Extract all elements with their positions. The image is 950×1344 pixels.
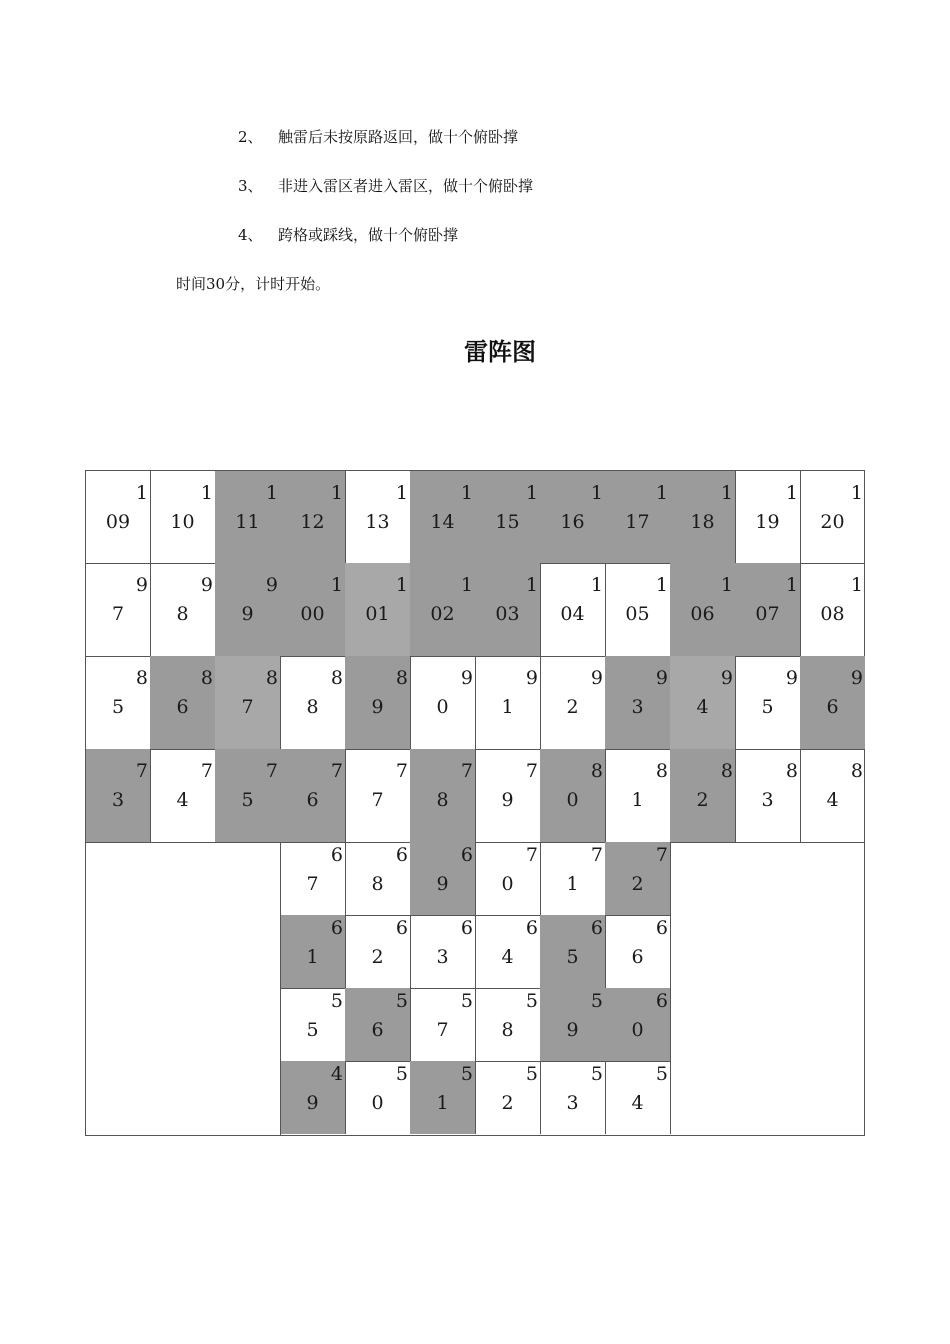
grid-cell[interactable] (280, 749, 346, 843)
cell-number-bottom: 20 (820, 511, 845, 533)
grid-cell[interactable] (605, 749, 671, 843)
cell-number-bottom: 8 (176, 603, 189, 625)
grid-cell[interactable] (670, 563, 736, 657)
cell-number-bottom: 04 (560, 603, 585, 625)
rule-number: 2、 (238, 128, 263, 146)
grid-cell[interactable] (540, 471, 606, 564)
cell-number-bottom: 2 (566, 696, 579, 718)
cell-number-top: 9 (525, 667, 538, 689)
cell-number-bottom: 00 (300, 603, 325, 625)
cell-number-top: 5 (525, 1063, 538, 1085)
cell-number-top: 6 (590, 917, 603, 939)
rule-text: 跨格或踩线，做十个俯卧撑 (278, 226, 459, 244)
grid-cell[interactable] (345, 563, 411, 657)
grid-cell[interactable] (540, 1061, 606, 1134)
grid-cell[interactable] (605, 656, 671, 750)
cell-number-bottom: 4 (176, 789, 189, 811)
cell-number-bottom: 3 (111, 789, 125, 811)
map-title: 雷阵图 (464, 338, 536, 366)
cell-number-bottom: 9 (501, 789, 514, 811)
cell-number-top: 1 (590, 574, 603, 596)
grid-cell[interactable] (215, 656, 281, 750)
grid-cell[interactable] (540, 842, 606, 916)
cell-number-top: 4 (330, 1063, 343, 1085)
rule-number: 3、 (238, 177, 263, 195)
cell-number-top: 1 (200, 482, 213, 504)
cell-number-bottom: 5 (566, 946, 579, 968)
cell-number-bottom: 7 (241, 696, 254, 718)
grid-cell[interactable] (540, 563, 606, 657)
grid-cell[interactable] (280, 656, 346, 750)
grid-cell[interactable] (410, 656, 476, 750)
cell-number-top: 6 (460, 917, 473, 939)
cell-number-top: 9 (785, 667, 798, 689)
cell-number-top: 9 (720, 667, 733, 689)
cell-number-top: 6 (655, 990, 668, 1012)
cell-number-bottom: 3 (566, 1092, 579, 1114)
cell-number-bottom: 1 (306, 946, 319, 968)
cell-number-bottom: 0 (436, 696, 449, 718)
grid-cell[interactable] (410, 988, 476, 1062)
grid-cell[interactable] (150, 471, 216, 564)
cell-number-top: 1 (460, 482, 473, 504)
grid-cell[interactable] (475, 471, 541, 564)
cell-number-top: 1 (395, 574, 408, 596)
cell-number-top: 8 (850, 760, 863, 782)
cell-number-bottom: 1 (566, 873, 579, 895)
cell-number-top: 1 (330, 482, 343, 504)
cell-number-bottom: 13 (365, 511, 390, 533)
cell-number-bottom: 7 (371, 789, 384, 811)
rule-text: 非进入雷区者进入雷区，做十个俯卧撑 (278, 177, 534, 195)
cell-number-top: 6 (395, 844, 408, 866)
cell-number-top: 5 (460, 1063, 473, 1085)
cell-number-top: 7 (525, 760, 538, 782)
grid-cell[interactable] (735, 749, 801, 843)
cell-number-top: 7 (460, 760, 473, 782)
cell-number-bottom: 5 (111, 696, 125, 718)
grid-cell[interactable] (800, 749, 865, 843)
cell-number-top: 1 (850, 482, 863, 504)
rule-text: 触雷后未按原路返回，做十个俯卧撑 (278, 128, 519, 146)
grid-cell[interactable] (280, 988, 346, 1062)
cell-number-top: 5 (330, 990, 343, 1012)
cell-number-top: 6 (525, 917, 538, 939)
grid-cell[interactable] (605, 915, 671, 989)
grid-cell[interactable] (215, 563, 281, 657)
grid-divider-left (280, 842, 281, 1135)
cell-number-top: 1 (850, 574, 863, 596)
grid-cell[interactable] (540, 656, 606, 750)
cell-number-bottom: 07 (755, 603, 780, 625)
cell-number-bottom: 6 (176, 696, 189, 718)
grid-cell[interactable] (475, 656, 541, 750)
grid-cell[interactable] (605, 563, 671, 657)
cell-number-top: 5 (590, 1063, 603, 1085)
cell-number-top: 1 (395, 482, 408, 504)
cell-number-bottom: 2 (501, 1092, 514, 1114)
cell-number-bottom: 5 (761, 696, 774, 718)
cell-number-top: 1 (525, 482, 538, 504)
cell-number-bottom: 0 (371, 1092, 384, 1114)
cell-number-top: 5 (395, 1063, 408, 1085)
cell-number-top: 7 (135, 760, 148, 782)
cell-number-bottom: 15 (495, 511, 520, 533)
grid-cell[interactable] (215, 749, 281, 843)
cell-number-top: 9 (265, 574, 278, 596)
cell-number-top: 6 (330, 844, 343, 866)
cell-number-bottom: 06 (690, 603, 715, 625)
cell-number-bottom: 7 (306, 873, 319, 895)
cell-number-bottom: 1 (501, 696, 514, 718)
cell-number-top: 1 (460, 574, 473, 596)
cell-number-bottom: 0 (631, 1019, 644, 1041)
cell-number-top: 1 (785, 574, 798, 596)
cell-number-top: 8 (265, 667, 278, 689)
cell-number-bottom: 4 (696, 696, 709, 718)
grid-cell[interactable] (410, 471, 476, 564)
grid-cell[interactable] (280, 842, 346, 916)
cell-number-bottom: 6 (371, 1019, 384, 1041)
cell-number-top: 6 (460, 844, 473, 866)
cell-number-bottom: 3 (631, 696, 644, 718)
cell-number-top: 7 (330, 760, 343, 782)
cell-number-top: 5 (395, 990, 408, 1012)
cell-number-bottom: 11 (235, 511, 260, 533)
grid-cell[interactable] (540, 915, 606, 989)
cell-number-top: 1 (525, 574, 538, 596)
grid-cell[interactable] (345, 656, 411, 750)
grid-cell[interactable] (150, 749, 216, 843)
grid-cell[interactable] (670, 656, 736, 750)
grid-cell[interactable] (735, 656, 801, 750)
grid-cell[interactable] (410, 915, 476, 989)
cell-number-bottom: 17 (625, 511, 650, 533)
rule-line (238, 127, 518, 147)
cell-number-bottom: 18 (690, 511, 715, 533)
grid-cell[interactable] (475, 988, 541, 1062)
grid-cell[interactable] (475, 563, 541, 657)
cell-number-bottom: 0 (501, 873, 514, 895)
cell-number-top: 1 (590, 482, 603, 504)
cell-number-top: 1 (135, 482, 148, 504)
grid-cell[interactable] (540, 988, 606, 1062)
cell-number-top: 9 (655, 667, 668, 689)
cell-number-top: 7 (200, 760, 213, 782)
grid-cell[interactable] (86, 656, 151, 750)
minefield-grid (85, 470, 865, 1136)
grid-cell[interactable] (345, 988, 411, 1062)
cell-number-top: 1 (720, 482, 733, 504)
grid-cell[interactable] (410, 842, 476, 916)
grid-cell[interactable] (475, 749, 541, 843)
cell-number-top: 9 (460, 667, 473, 689)
cell-number-bottom: 10 (170, 511, 195, 533)
cell-number-bottom: 6 (306, 789, 319, 811)
cell-number-bottom: 9 (306, 1092, 319, 1114)
cell-number-bottom: 2 (696, 789, 709, 811)
cell-number-top: 1 (655, 482, 668, 504)
cell-number-top: 9 (200, 574, 213, 596)
grid-cell[interactable] (345, 1061, 411, 1134)
cell-number-bottom: 8 (371, 873, 384, 895)
grid-cell[interactable] (150, 656, 216, 750)
grid-cell[interactable] (475, 1061, 541, 1134)
cell-number-bottom: 5 (241, 789, 254, 811)
cell-number-top: 6 (395, 917, 408, 939)
grid-cell[interactable] (345, 749, 411, 843)
grid-cell[interactable] (280, 1061, 346, 1134)
cell-number-top: 8 (785, 760, 798, 782)
cell-number-top: 8 (330, 667, 343, 689)
cell-number-bottom: 08 (820, 603, 845, 625)
rule-line (238, 176, 533, 196)
grid-cell[interactable] (215, 471, 281, 564)
cell-number-bottom: 2 (631, 873, 644, 895)
grid-cell[interactable] (475, 842, 541, 916)
grid-cell[interactable] (280, 915, 346, 989)
grid-cell[interactable] (670, 471, 736, 564)
cell-number-top: 8 (395, 667, 408, 689)
cell-number-top: 7 (265, 760, 278, 782)
cell-number-top: 9 (135, 574, 148, 596)
cell-number-bottom: 7 (111, 603, 125, 625)
grid-cell[interactable] (86, 471, 151, 564)
cell-number-bottom: 12 (300, 511, 325, 533)
cell-number-top: 5 (655, 1063, 668, 1085)
cell-number-bottom: 1 (631, 789, 644, 811)
grid-cell[interactable] (410, 749, 476, 843)
cell-number-top: 8 (655, 760, 668, 782)
cell-number-bottom: 2 (371, 946, 384, 968)
cell-number-bottom: 8 (436, 789, 449, 811)
grid-cell[interactable] (410, 1061, 476, 1134)
cell-number-top: 7 (395, 760, 408, 782)
grid-cell[interactable] (605, 471, 671, 564)
cell-number-bottom: 3 (761, 789, 774, 811)
cell-number-top: 1 (785, 482, 798, 504)
cell-number-top: 7 (655, 844, 668, 866)
cell-number-bottom: 02 (430, 603, 455, 625)
grid-cell[interactable] (86, 749, 151, 843)
cell-number-bottom: 3 (436, 946, 449, 968)
rule-number: 4、 (238, 226, 263, 244)
cell-number-bottom: 03 (495, 603, 520, 625)
cell-number-top: 8 (200, 667, 213, 689)
cell-number-bottom: 9 (241, 603, 254, 625)
grid-cell[interactable] (605, 988, 671, 1062)
cell-number-bottom: 9 (566, 1019, 579, 1041)
cell-number-bottom: 09 (105, 511, 131, 533)
grid-cell[interactable] (410, 563, 476, 657)
grid-cell[interactable] (605, 1061, 671, 1134)
cell-number-top: 8 (590, 760, 603, 782)
cell-number-bottom: 8 (501, 1019, 514, 1041)
cell-number-bottom: 4 (826, 789, 839, 811)
cell-number-top: 6 (330, 917, 343, 939)
cell-number-top: 8 (720, 760, 733, 782)
cell-number-bottom: 01 (365, 603, 390, 625)
cell-number-bottom: 16 (560, 511, 585, 533)
grid-cell[interactable] (735, 471, 801, 564)
cell-number-top: 7 (590, 844, 603, 866)
grid-cell[interactable] (150, 563, 216, 657)
rule-line (238, 225, 458, 245)
grid-cell[interactable] (86, 563, 151, 657)
grid-cell[interactable] (605, 842, 671, 916)
grid-cell[interactable] (280, 563, 346, 657)
cell-number-bottom: 0 (566, 789, 579, 811)
grid-cell[interactable] (735, 563, 801, 657)
time-note: 时间30分，计时开始。 (176, 275, 331, 293)
grid-cell[interactable] (345, 471, 411, 564)
cell-number-top: 9 (850, 667, 863, 689)
cell-number-top: 1 (330, 574, 343, 596)
cell-number-bottom: 9 (436, 873, 449, 895)
cell-number-bottom: 05 (625, 603, 650, 625)
cell-number-top: 7 (525, 844, 538, 866)
cell-number-bottom: 4 (501, 946, 514, 968)
grid-cell[interactable] (800, 563, 865, 657)
cell-number-top: 8 (135, 667, 148, 689)
cell-number-bottom: 6 (631, 946, 644, 968)
cell-number-bottom: 4 (631, 1092, 644, 1114)
cell-number-top: 9 (590, 667, 603, 689)
cell-number-bottom: 7 (436, 1019, 449, 1041)
cell-number-top: 1 (655, 574, 668, 596)
cell-number-top: 6 (655, 917, 668, 939)
cell-number-bottom: 1 (436, 1092, 449, 1114)
cell-number-top: 1 (265, 482, 278, 504)
grid-cell[interactable] (475, 915, 541, 989)
grid-cell[interactable] (345, 842, 411, 916)
cell-number-top: 5 (590, 990, 603, 1012)
cell-number-bottom: 8 (306, 696, 319, 718)
grid-cell[interactable] (540, 749, 606, 843)
cell-number-bottom: 6 (826, 696, 839, 718)
cell-number-top: 5 (460, 990, 473, 1012)
grid-cell[interactable] (800, 656, 865, 750)
grid-cell[interactable] (670, 749, 736, 843)
cell-number-top: 5 (525, 990, 538, 1012)
cell-number-bottom: 14 (430, 511, 455, 533)
cell-number-bottom: 19 (755, 511, 780, 533)
cell-number-bottom: 9 (371, 696, 384, 718)
cell-number-bottom: 5 (306, 1019, 319, 1041)
grid-cell[interactable] (345, 915, 411, 989)
cell-number-top: 1 (720, 574, 733, 596)
grid-cell[interactable] (280, 471, 346, 564)
grid-cell[interactable] (800, 471, 865, 564)
